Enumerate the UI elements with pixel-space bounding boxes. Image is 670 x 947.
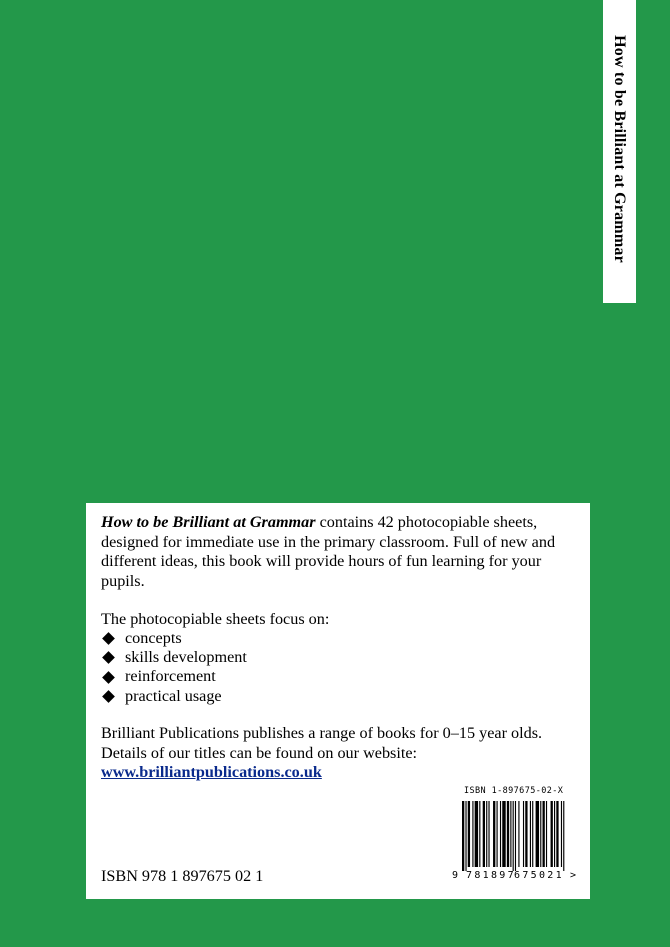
- publisher-text: Brilliant Publications publishes a range of books for 0–15 year olds. Details of our titles can be found on our website:: [101, 724, 543, 762]
- barcode-bar: [523, 801, 524, 867]
- barcode-bar: [551, 801, 553, 867]
- barcode-bar: [554, 801, 555, 867]
- barcode-bar: [468, 801, 470, 867]
- barcode-bars-icon: [452, 801, 582, 871]
- barcode-isbn-label: ISBN 1-897675-02-X: [464, 786, 564, 796]
- list-item: [101, 648, 247, 667]
- spine-title: How to be Brilliant at Grammar: [611, 35, 628, 263]
- barcode-left-digits: 781897: [466, 870, 516, 881]
- website-link[interactable]: www.brilliantpublications.co.uk: [101, 763, 322, 782]
- barcode-bar: [493, 801, 495, 867]
- barcode-bar: [462, 801, 464, 871]
- barcode-bar: [507, 801, 509, 867]
- barcode-bar: [479, 801, 480, 867]
- barcode-lead-digit: 9: [452, 870, 459, 881]
- barcode-bar: [483, 801, 485, 867]
- barcode-bar: [561, 801, 562, 867]
- barcode-bar: [540, 801, 541, 867]
- back-cover-panel: [86, 503, 590, 899]
- barcode-bar: [525, 801, 527, 867]
- focus-list: [101, 629, 247, 706]
- barcode-bar: [488, 801, 489, 867]
- barcode-bar: [502, 801, 505, 867]
- diamond-bullet-icon: [102, 671, 115, 684]
- focus-intro: The photocopiable sheets focus on:: [101, 610, 330, 628]
- barcode-bar: [530, 801, 531, 867]
- barcode-bar: [472, 801, 473, 867]
- barcode-bar: [515, 801, 516, 871]
- barcode-bar: [556, 801, 558, 867]
- barcode-bar: [486, 801, 487, 867]
- barcode-bar: [546, 801, 547, 867]
- list-item-label: concepts: [125, 629, 182, 647]
- barcode-bar: [475, 801, 478, 867]
- diamond-bullet-icon: [102, 651, 115, 664]
- list-item: [101, 687, 247, 706]
- barcode-bar: [518, 801, 519, 867]
- list-item-label: skills development: [125, 648, 247, 667]
- list-item: [101, 629, 247, 648]
- isbn-text: ISBN 978 1 897675 02 1: [101, 867, 264, 885]
- barcode: [452, 786, 582, 890]
- blurb-description: contains 42 photocopiable sheets, designed for immediate use in the primary classroom. Full of new and different ideas, this book will provide hours of fun learning for your pupils.: [101, 513, 556, 590]
- barcode-bar: [510, 801, 511, 867]
- barcode-bar: [465, 801, 466, 871]
- list-item: [101, 667, 247, 686]
- barcode-bar: [513, 801, 514, 871]
- spine-label: [603, 0, 636, 303]
- barcode-bar: [536, 801, 539, 867]
- diamond-bullet-icon: [102, 632, 115, 645]
- publisher-paragraph: [101, 724, 583, 783]
- barcode-right-digits: 675021: [514, 870, 564, 881]
- barcode-bar: [497, 801, 498, 867]
- list-item-label: reinforcement: [125, 667, 216, 686]
- list-item-label: practical usage: [125, 686, 222, 705]
- book-title: How to be Brilliant at Grammar: [101, 513, 316, 531]
- diamond-bullet-icon: [102, 690, 115, 703]
- barcode-bar: [543, 801, 545, 867]
- barcode-bar: [563, 801, 564, 871]
- barcode-bar: [500, 801, 501, 867]
- barcode-bar: [532, 801, 533, 867]
- blurb-paragraph: [101, 513, 583, 591]
- barcode-end-marker: >: [570, 870, 577, 881]
